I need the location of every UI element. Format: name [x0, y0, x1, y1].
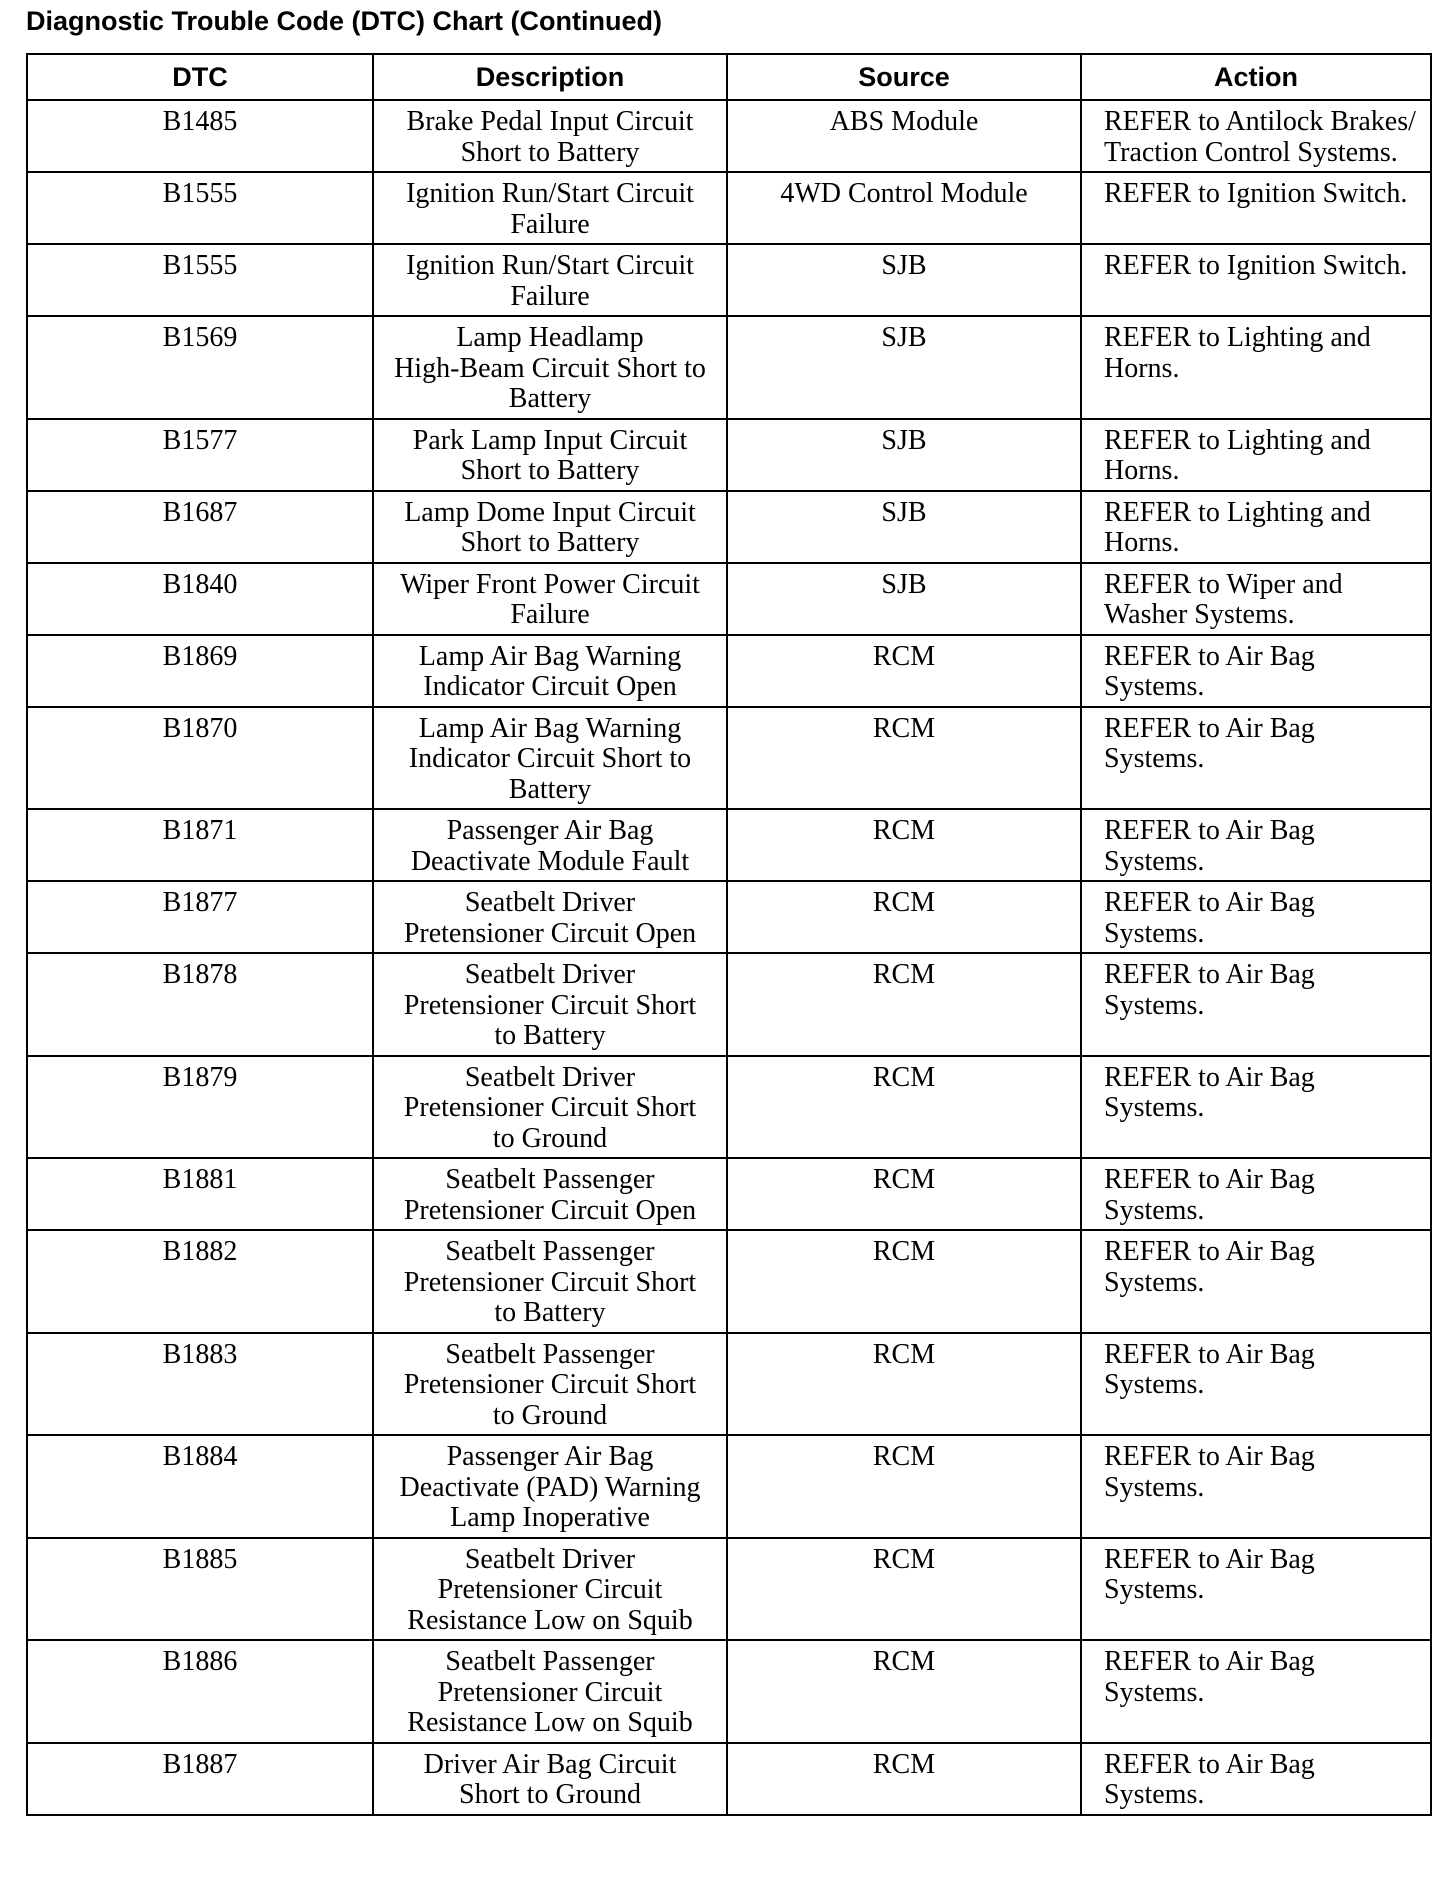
cell-dtc: B1885 [27, 1538, 373, 1641]
cell-action: REFER to Air Bag Systems. [1081, 1333, 1431, 1436]
cell-dtc: B1869 [27, 635, 373, 707]
cell-action: REFER to Wiper and Washer Systems. [1081, 563, 1431, 635]
cell-source: SJB [727, 244, 1081, 316]
header-description: Description [373, 54, 727, 100]
cell-dtc: B1887 [27, 1743, 373, 1815]
cell-dtc: B1884 [27, 1435, 373, 1538]
header-dtc: DTC [27, 54, 373, 100]
cell-dtc: B1886 [27, 1640, 373, 1743]
cell-action: REFER to Ignition Switch. [1081, 244, 1431, 316]
cell-action: REFER to Lighting and Horns. [1081, 491, 1431, 563]
cell-source: SJB [727, 491, 1081, 563]
cell-source: RCM [727, 809, 1081, 881]
cell-source: RCM [727, 1640, 1081, 1743]
cell-description: Ignition Run/Start Circuit Failure [373, 244, 727, 316]
cell-action: REFER to Air Bag Systems. [1081, 1743, 1431, 1815]
table-row [27, 881, 1431, 953]
table-row [27, 491, 1431, 563]
cell-source: RCM [727, 635, 1081, 707]
cell-source: SJB [727, 316, 1081, 419]
cell-description: Park Lamp Input Circuit Short to Battery [373, 419, 727, 491]
cell-source: ABS Module [727, 100, 1081, 172]
cell-dtc: B1555 [27, 172, 373, 244]
header-source: Source [727, 54, 1081, 100]
cell-description: Seatbelt Driver Pretensioner Circuit Resistance Low on Squib [373, 1538, 727, 1641]
table-row [27, 635, 1431, 707]
cell-action: REFER to Air Bag Systems. [1081, 809, 1431, 881]
cell-source: 4WD Control Module [727, 172, 1081, 244]
cell-description: Seatbelt Passenger Pretensioner Circuit Resistance Low on Squib [373, 1640, 727, 1743]
table-row [27, 1056, 1431, 1159]
cell-dtc: B1879 [27, 1056, 373, 1159]
table-row [27, 953, 1431, 1056]
cell-description: Passenger Air Bag Deactivate Module Fault [373, 809, 727, 881]
table-row [27, 809, 1431, 881]
table-row [27, 419, 1431, 491]
table-row [27, 1743, 1431, 1815]
table-body [27, 100, 1431, 1815]
cell-action: REFER to Air Bag Systems. [1081, 1056, 1431, 1159]
table-row [27, 100, 1431, 172]
table-row [27, 1640, 1431, 1743]
cell-source: RCM [727, 1743, 1081, 1815]
cell-description: Seatbelt Driver Pretensioner Circuit Open [373, 881, 727, 953]
table-row [27, 563, 1431, 635]
cell-description: Driver Air Bag Circuit Short to Ground [373, 1743, 727, 1815]
cell-description: Lamp Air Bag Warning Indicator Circuit Short to Battery [373, 707, 727, 810]
cell-description: Seatbelt Passenger Pretensioner Circuit Short to Ground [373, 1333, 727, 1436]
cell-action: REFER to Air Bag Systems. [1081, 707, 1431, 810]
cell-source: RCM [727, 707, 1081, 810]
table-row [27, 1538, 1431, 1641]
cell-action: REFER to Air Bag Systems. [1081, 1538, 1431, 1641]
header-row [27, 54, 1431, 100]
cell-description: Lamp Air Bag Warning Indicator Circuit Open [373, 635, 727, 707]
cell-action: REFER to Air Bag Systems. [1081, 1230, 1431, 1333]
cell-source: SJB [727, 563, 1081, 635]
table-row [27, 1435, 1431, 1538]
cell-dtc: B1577 [27, 419, 373, 491]
cell-action: REFER to Air Bag Systems. [1081, 1640, 1431, 1743]
cell-description: Passenger Air Bag Deactivate (PAD) Warning Lamp Inoperative [373, 1435, 727, 1538]
dtc-table [26, 53, 1432, 1816]
cell-dtc: B1870 [27, 707, 373, 810]
cell-dtc: B1840 [27, 563, 373, 635]
cell-dtc: B1878 [27, 953, 373, 1056]
table-row [27, 1158, 1431, 1230]
cell-description: Seatbelt Driver Pretensioner Circuit Short to Ground [373, 1056, 727, 1159]
table-row [27, 316, 1431, 419]
cell-dtc: B1555 [27, 244, 373, 316]
cell-dtc: B1877 [27, 881, 373, 953]
cell-action: REFER to Ignition Switch. [1081, 172, 1431, 244]
cell-description: Seatbelt Passenger Pretensioner Circuit Open [373, 1158, 727, 1230]
cell-dtc: B1881 [27, 1158, 373, 1230]
table-row [27, 1230, 1431, 1333]
table-row [27, 172, 1431, 244]
cell-description: Brake Pedal Input Circuit Short to Battery [373, 100, 727, 172]
cell-dtc: B1485 [27, 100, 373, 172]
cell-source: RCM [727, 1056, 1081, 1159]
table-row [27, 244, 1431, 316]
cell-description: Lamp Dome Input Circuit Short to Battery [373, 491, 727, 563]
cell-action: REFER to Antilock Brakes/ Traction Control Systems. [1081, 100, 1431, 172]
header-action: Action [1081, 54, 1431, 100]
cell-source: RCM [727, 1333, 1081, 1436]
cell-action: REFER to Air Bag Systems. [1081, 1435, 1431, 1538]
cell-source: RCM [727, 1158, 1081, 1230]
cell-action: REFER to Air Bag Systems. [1081, 1158, 1431, 1230]
table-row [27, 707, 1431, 810]
cell-action: REFER to Air Bag Systems. [1081, 953, 1431, 1056]
cell-dtc: B1569 [27, 316, 373, 419]
cell-action: REFER to Air Bag Systems. [1081, 635, 1431, 707]
cell-source: RCM [727, 881, 1081, 953]
cell-description: Wiper Front Power Circuit Failure [373, 563, 727, 635]
cell-action: REFER to Lighting and Horns. [1081, 419, 1431, 491]
cell-action: REFER to Lighting and Horns. [1081, 316, 1431, 419]
cell-description: Lamp Headlamp High-Beam Circuit Short to Battery [373, 316, 727, 419]
cell-source: SJB [727, 419, 1081, 491]
cell-source: RCM [727, 953, 1081, 1056]
cell-source: RCM [727, 1230, 1081, 1333]
cell-description: Seatbelt Driver Pretensioner Circuit Short to Battery [373, 953, 727, 1056]
cell-dtc: B1883 [27, 1333, 373, 1436]
page-title: Diagnostic Trouble Code (DTC) Chart (Continued) [26, 6, 662, 36]
cell-description: Ignition Run/Start Circuit Failure [373, 172, 727, 244]
cell-dtc: B1882 [27, 1230, 373, 1333]
cell-description: Seatbelt Passenger Pretensioner Circuit Short to Battery [373, 1230, 727, 1333]
cell-dtc: B1871 [27, 809, 373, 881]
table-row [27, 1333, 1431, 1436]
cell-source: RCM [727, 1538, 1081, 1641]
cell-source: RCM [727, 1435, 1081, 1538]
cell-action: REFER to Air Bag Systems. [1081, 881, 1431, 953]
cell-dtc: B1687 [27, 491, 373, 563]
